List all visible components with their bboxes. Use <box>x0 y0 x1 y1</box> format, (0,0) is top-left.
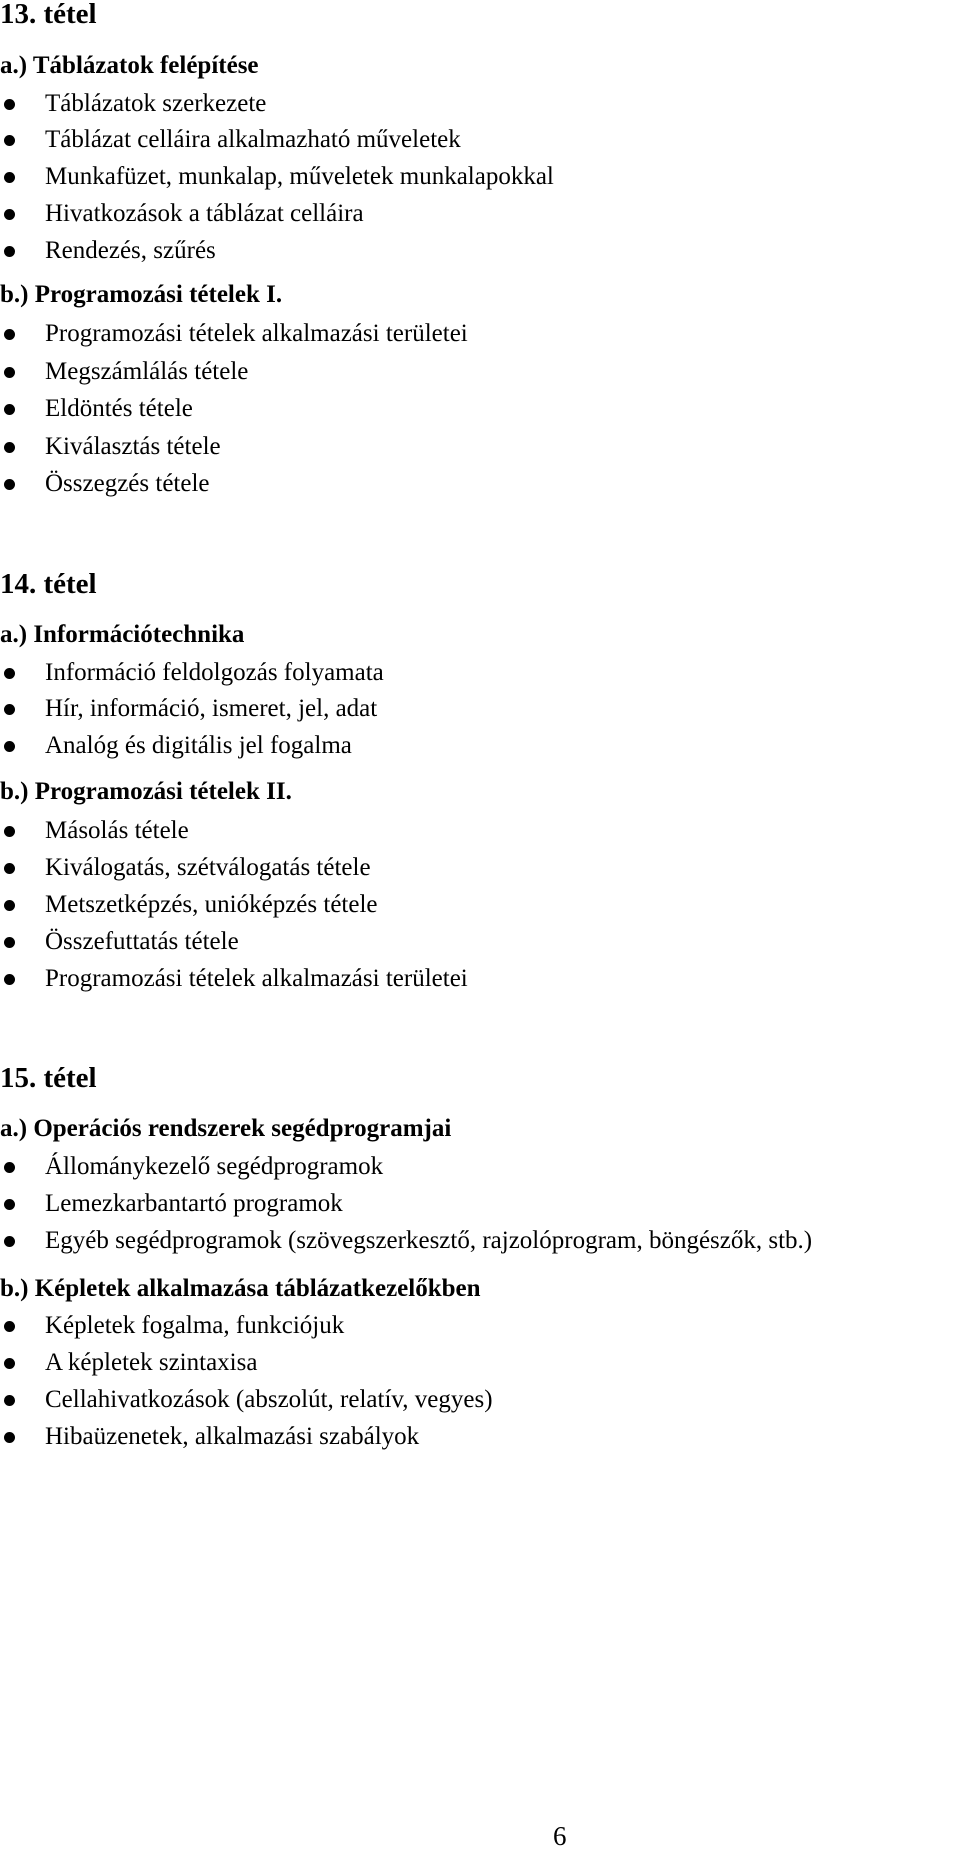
bullet-icon <box>4 1321 15 1332</box>
subsection-title: b.) Képletek alkalmazása táblázatkezelőkben <box>0 1275 481 1302</box>
section-title: 14. tétel <box>0 568 97 600</box>
bullet-icon <box>4 442 15 453</box>
section-title: 13. tétel <box>0 0 97 30</box>
subsection-title: a.) Táblázatok felépítése <box>0 52 259 79</box>
bullet-icon <box>4 329 15 340</box>
bullet-icon <box>4 863 15 874</box>
subsection-title: a.) Operációs rendszerek segédprogramjai <box>0 1115 452 1142</box>
bullet-icon <box>4 1199 15 1210</box>
bullet-icon <box>4 246 15 257</box>
bullet-icon <box>4 974 15 985</box>
bullet-icon <box>4 826 15 837</box>
page-number: 6 <box>553 1821 567 1851</box>
bullet-icon <box>4 172 15 183</box>
bullet-icon <box>4 937 15 948</box>
bullet-icon <box>4 668 15 679</box>
bullet-icon <box>4 1395 15 1406</box>
document-page: 13. tétel a.) Táblázatok felépítése Táblázatok szerkezete Táblázat celláira alkalmazható műveletek Munkafüzet, munkalap, műveletek munkalapokkal Hivatkozások a táblázat celláira Rendezés, szűrés b.) Programozási tételek I. Programozási tételek alkalmazási területei Megszámlálás tétele Eldöntés tétele Kiválasztás tétele Összegzés tétele 14. tétel a.) Információtechnika Információ feldolgozás folyamata Hír, információ, ismeret, jel, adat Analóg és digitális jel fogalma b.) Programozási tételek II. Másolás tétele Kiválogatás, szétválogatás tétele Metszetképzés, unióképzés tétele Összefuttatás tétele Programozási tételek alkalmazási területei 15. tétel a.) Operációs rendszerek segédprogramjai Állománykezelő segédprogramok Lemezkarbantartó programok Egyéb segédprogramok (szövegszerkesztő, rajzolóprogram, böngészők, stb.) b.) Képletek alkalmazása táblázatkezelőkben Képletek fogalma, funkciójuk A képletek szintaxisa Cellahivatkozások (abszolút, relatív, vegyes) Hibaüzenetek, alkalmazási szabályok 6 <box>0 0 960 1853</box>
bullet-icon <box>4 1432 15 1443</box>
section-title: 15. tétel <box>0 1062 97 1094</box>
bullet-icon <box>4 1236 15 1247</box>
subsection-title: b.) Programozási tételek II. <box>0 778 292 805</box>
subsection-title: b.) Programozási tételek I. <box>0 281 283 308</box>
bullet-icon <box>4 479 15 490</box>
bullet-icon <box>4 404 15 415</box>
bullet-icon <box>4 99 15 110</box>
bullet-icon <box>4 367 15 378</box>
bullet-icon <box>4 704 15 715</box>
bullet-icon <box>4 741 15 752</box>
bullet-icon <box>4 1358 15 1369</box>
bullet-icon <box>4 209 15 220</box>
bullet-icon <box>4 1162 15 1173</box>
bullet-icon <box>4 135 15 146</box>
subsection-title: a.) Információtechnika <box>0 621 245 648</box>
bullet-icon <box>4 900 15 911</box>
